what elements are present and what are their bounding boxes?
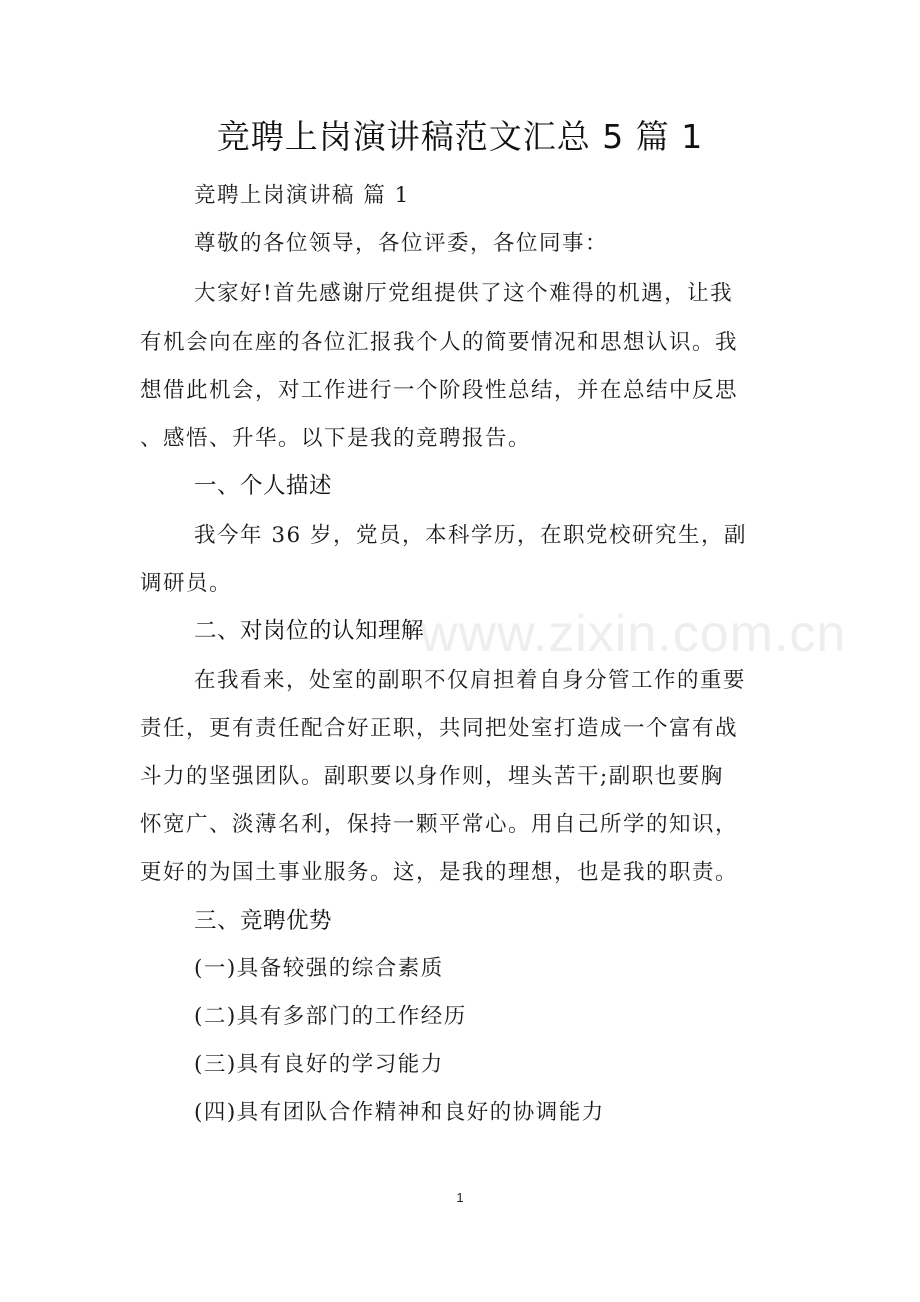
document-title: 竞聘上岗演讲稿范文汇总 5 篇 1: [216, 117, 704, 156]
section1-line: 调研员。: [140, 571, 233, 596]
section-heading-personal: 一、个人描述: [194, 473, 333, 499]
advantage-item: (二)具有多部门的工作经历: [194, 1004, 467, 1029]
section2-line: 斗力的坚强团队。副职要以身作则，埋头苦干;副职也要胸: [140, 764, 724, 789]
advantage-item: (一)具备较强的综合素质: [194, 956, 444, 981]
intro-line: 大家好!首先感谢厅党组提供了这个难得的机遇，让我: [194, 281, 734, 306]
watermark: www.zixin.com.cn: [420, 605, 847, 663]
section2-line: 在我看来，处室的副职不仅肩担着自身分管工作的重要: [194, 668, 747, 693]
section2-line: 怀宽广、淡薄名利，保持一颗平常心。用自己所学的知识，: [140, 812, 739, 837]
subtitle: 竞聘上岗演讲稿 篇 1: [194, 183, 410, 208]
section2-line: 责任，更有责任配合好正职，共同把处室打造成一个富有战: [140, 716, 739, 741]
section-heading-advantages: 三、竞聘优势: [194, 908, 333, 934]
page-number: 1: [456, 1190, 464, 1205]
intro-line: 、感悟、升华。以下是我的竞聘报告。: [140, 426, 532, 451]
advantage-item: (三)具有良好的学习能力: [194, 1052, 444, 1077]
advantage-item: (四)具有团队合作精神和良好的协调能力: [194, 1100, 605, 1125]
section1-line: 我今年 36 岁，党员，本科学历，在职党校研究生，副: [194, 523, 748, 548]
intro-line: 有机会向在座的各位汇报我个人的简要情况和思想认识。我: [140, 330, 739, 355]
intro-line: 想借此机会，对工作进行一个阶段性总结，并在总结中反思: [140, 378, 739, 403]
section-heading-role: 二、对岗位的认知理解: [194, 618, 425, 644]
section2-line: 更好的为国土事业服务。这，是我的理想，也是我的职责。: [140, 860, 739, 885]
greeting: 尊敬的各位领导，各位评委，各位同事：: [194, 231, 609, 256]
